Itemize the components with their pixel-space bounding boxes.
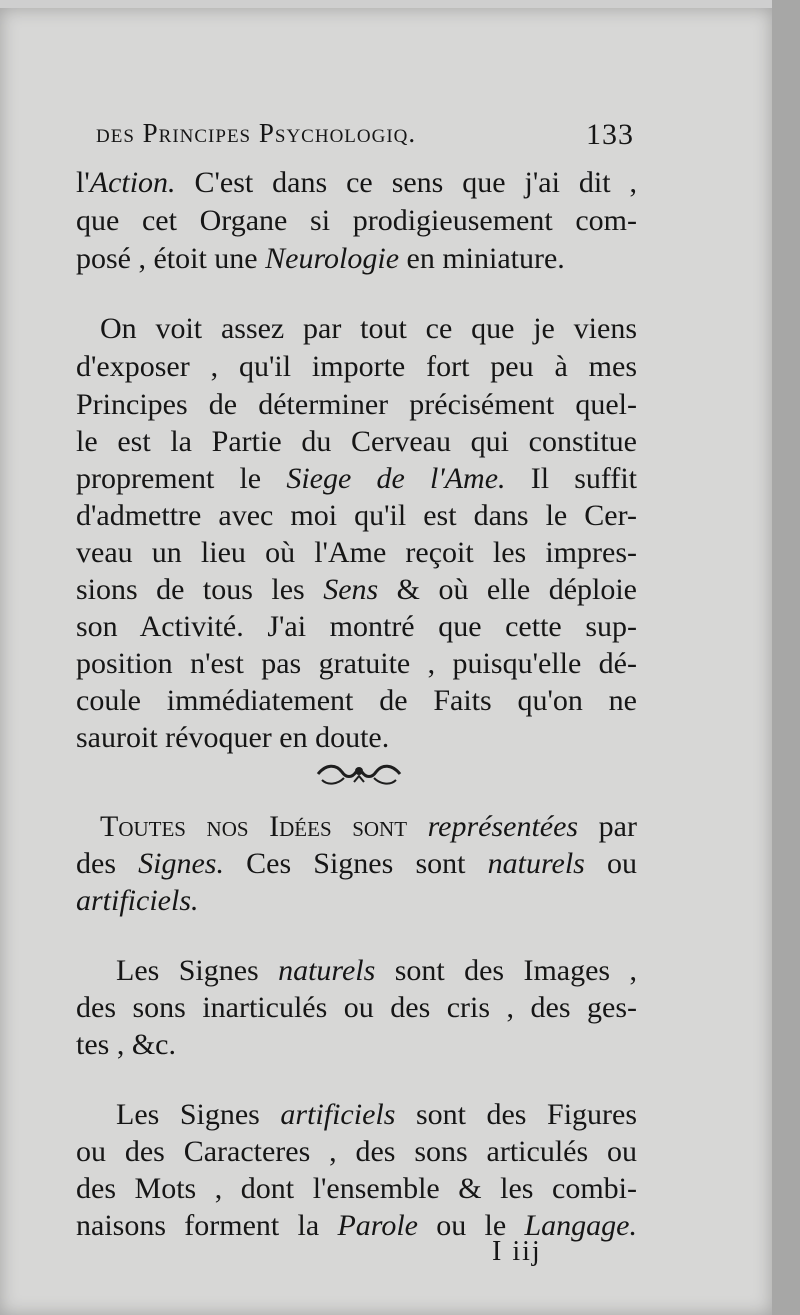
text-line: d'exposer , qu'il importe fort peu à mes <box>76 350 637 383</box>
page-number: 133 <box>586 118 634 151</box>
text-line: On voit assez par tout ce que je viens <box>100 312 637 345</box>
text-line: proprement le Siege de l'Ame. Il suffit <box>76 462 638 495</box>
text-line: son Activité. J'ai montré que cette sup- <box>76 610 637 643</box>
text-line: position n'est pas gratuite , puisqu'elle dé- <box>76 647 637 680</box>
fleuron-ornament-icon <box>314 760 404 788</box>
text-line: posé , étoit une Neurologie en miniature. <box>76 242 565 275</box>
running-title: des Principes Psychologiq. <box>96 118 417 148</box>
text-line: Principes de déterminer précisément quel- <box>76 388 637 421</box>
text-line: tes , &c. <box>76 1028 176 1061</box>
text-line: naisons forment la Parole ou le Langage. <box>76 1209 637 1242</box>
text-line: sions de tous les Sens & où elle déploie <box>76 573 637 606</box>
running-header <box>96 112 634 156</box>
text-line: coule immédiatement de Faits qu'on ne <box>76 684 637 717</box>
text-line: ou des Caracteres , des sons articulés ou <box>76 1135 637 1168</box>
text-line: le est la Partie du Cerveau qui constitue <box>76 425 637 458</box>
text-line: artificiels. <box>76 884 199 917</box>
signature-mark: I iij <box>492 1236 542 1267</box>
text-line: Les Signes artificiels sont des Figures <box>116 1098 638 1131</box>
text-line: des sons inarticulés ou des cris , des ges- <box>76 991 637 1024</box>
text-line: que cet Organe si prodigieusement com- <box>76 204 637 237</box>
text-line: Toutes nos Idées sont représentées par <box>100 810 637 843</box>
text-line: d'admettre avec moi qu'il est dans le Cer- <box>76 499 637 532</box>
text-line: des Signes. Ces Signes sont naturels ou <box>76 847 637 880</box>
page-edge <box>772 0 800 1315</box>
text-line: l'Action. C'est dans ce sens que j'ai dit , <box>76 166 637 199</box>
text-line: Les Signes naturels sont des Images , <box>116 954 637 987</box>
text-line: des Mots , dont l'ensemble & les combi- <box>76 1172 637 1205</box>
text-line: veau un lieu où l'Ame reçoit les impres- <box>76 536 637 569</box>
text-line: sauroit révoquer en doute. <box>76 721 390 754</box>
